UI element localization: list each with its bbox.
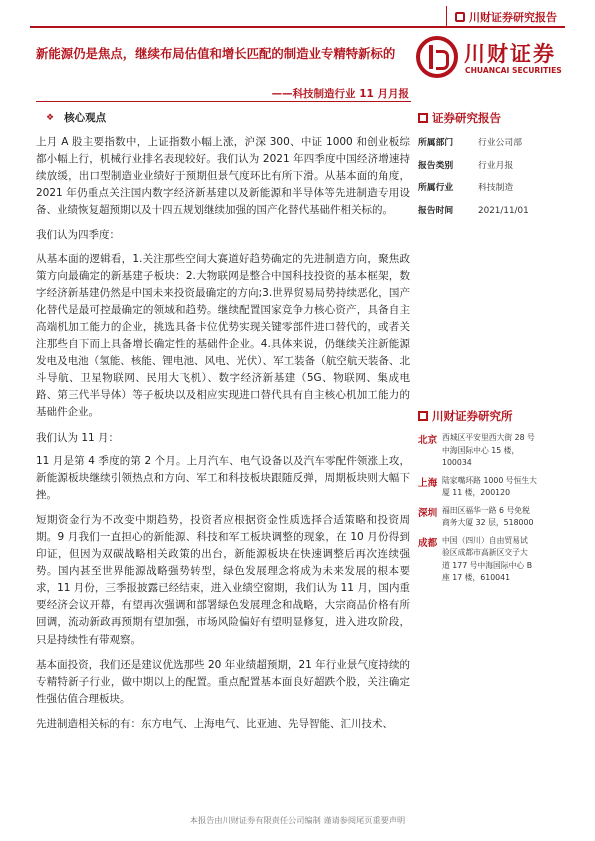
address-line: 验区成都市高新区交子大 xyxy=(442,548,528,557)
address-line: 道 177 号中海国际中心 B xyxy=(442,560,533,570)
info-key: 报告类别 xyxy=(418,160,454,171)
core-view-title: 核心观点 xyxy=(64,112,107,124)
logo-text-en: CHUANCAI SECURITIES xyxy=(465,66,562,75)
square-bullet-icon xyxy=(418,113,428,123)
report-info-title: 证券研究报告 xyxy=(432,111,501,125)
info-row xyxy=(418,200,565,223)
address-line: 座 17 楼，610041 xyxy=(442,573,511,582)
info-key: 所属行业 xyxy=(418,183,454,193)
company-logo xyxy=(416,36,566,84)
report-info-panel xyxy=(418,110,565,222)
institute-panel xyxy=(418,408,565,590)
address-lines xyxy=(442,432,535,470)
info-key: 所属部门 xyxy=(418,138,454,148)
title-divider xyxy=(36,101,411,102)
address-lines xyxy=(442,535,532,585)
address-block xyxy=(418,432,565,470)
report-subtitle: ——科技制造行业 11 月月报 xyxy=(271,88,409,100)
address-lines xyxy=(442,505,533,530)
address-city: 成都 xyxy=(418,537,438,549)
main-content xyxy=(36,110,410,741)
address-city: 北京 xyxy=(418,435,438,446)
report-title: 新能源仍是焦点，继续布局估值和增长匹配的制造业专精特新标的 xyxy=(36,46,396,61)
address-line: 福田区福华一路 6 号免税 xyxy=(442,505,530,515)
address-city: 深圳 xyxy=(418,507,438,519)
info-row xyxy=(418,155,565,178)
address-line: 厦 11 楼，200120 xyxy=(442,488,511,497)
info-value: 行业公司部 xyxy=(478,138,522,148)
square-bullet-icon xyxy=(418,411,428,421)
paragraph: 短期资金行为不改变中期趋势，投资者应根据资金性质选择合适策略和投资周期。9 月我们一直担心的新能源、科技和军工板块调整的现象，在 10 月份得到印证，但因为双碳战略相关政策的出台，新能源板块在快速调整后再次连续强势。国内甚至世界能源战略强势转型，绿色发展理念将成为未来发展的根本要求，11 月份，三季报披露已经结束，进入业绩空窗期，我们认为 11 月，国内重要经济会议开幕，有望再次强调和部署绿色发展理念和战略，大宗商品价格有所回调，流动新政再预期有望加强，市场风险偏好有望明显修复，进入进攻阶段，只是持续性有带观察。 xyxy=(36,513,410,646)
logo-text-cn: 川财证券 xyxy=(464,42,556,66)
report-tag xyxy=(446,6,565,28)
address-city: 上海 xyxy=(418,477,438,489)
info-value: 行业月报 xyxy=(478,160,514,171)
info-row xyxy=(418,177,565,200)
report-tag-label: 川财证券研究报告 xyxy=(469,11,557,24)
info-value: 2021/11/01 xyxy=(478,205,529,216)
address-block xyxy=(418,535,565,585)
institute-title: 川财证券研究所 xyxy=(432,409,513,423)
address-line: 商务大厦 32 层，518000 xyxy=(442,518,534,527)
info-value: 科技制造 xyxy=(478,183,514,193)
address-line: 中国（四川）自由贸易试 xyxy=(442,535,528,545)
address-line: 陆家嘴环路 1000 号恒生大 xyxy=(442,475,537,485)
report-info-heading xyxy=(418,110,565,126)
paragraph: 我们认为 11 月： xyxy=(36,431,120,444)
document-icon xyxy=(455,12,465,22)
paragraph: 11 月是第 4 季度的第 2 个月。上月汽车、电气设备以及汽车零配件领涨上攻，新能源板块继续引领热点和方向、军工和科技板块跟随反弹，周期板块则大幅下挫。 xyxy=(36,454,410,501)
paragraph: 我们认为四季度： xyxy=(36,229,120,242)
paragraph: 先进制造相关标的有：东方电气、上海电气、比亚迪、先导智能、汇川技术、 xyxy=(36,717,393,730)
paragraph: 基本面投资，我们还是建议优选那些 20 年业绩超预期，21 年行业景气度持续的专精特新子行业，做中期以上的配置。重点配置基本面良好超跌个股，关注确定性强估值合理板块。 xyxy=(36,658,410,705)
institute-heading xyxy=(418,408,565,424)
info-row xyxy=(418,132,565,155)
address-block xyxy=(418,475,565,500)
info-key: 报告时间 xyxy=(418,205,454,216)
paragraph: 上月 A 股主要指数中，上证指数小幅上涨，沪深 300、中证 1000 和创业板综都小幅上行，机械行业排名表现较好。我们认为 2021 年四季度中国经济增速持续放缓，出口型制造业业绩好于预期但景气度环比有所下滑。从基本面的角度，2021 年仍重点关注国内数字经济新基建以及新能源和半导体等先进制造专用设备、业绩恢复超预期以及十四五规划继续加强的国产化替代基础件相关标的。 xyxy=(36,136,410,217)
address-block xyxy=(418,505,565,530)
paragraph: 从基本面的逻辑看，1.关注那些空间大赛道好趋势确定的先进制造方向，聚焦政策方向最确定的新基建子板块：2.大物联网是整合中国科技投资的基本框架，数字经济新基建仍然是中国未来投资最确定的方向;3.世界贸易局势持续恶化，国产化替代是最可控最确定的领域和趋势。继续配置国家竞争力核心资产，具备自主高端机加工能力的企业，挑选具备卡位优势实现关键零部件进口替代的，或者关注那些自下而上具备增长确定性的基础件企业。4.具体来说，仍继续关注新能源发电及电池（氢能、核能、锂电池、风电、光伏）、军工装备（航空航天装备、北斗导航、卫星物联网、民用大飞机）、数字经济新基建（5G、物联网、集成电路、第三代半导体）等子板块以及相应实现进口替代具有自主核心机加工能力的基础件企业。 xyxy=(36,252,410,419)
logo-mark-icon xyxy=(416,36,458,78)
address-line: 100034 xyxy=(442,458,472,467)
address-line: 西城区平安里西大街 28 号 xyxy=(442,433,535,442)
address-lines xyxy=(442,475,537,500)
core-view-heading xyxy=(46,110,410,125)
page-footer: 本报告由川财证券有限责任公司编制 谨请参阅尾页重要声明 xyxy=(189,815,406,825)
diamond-bullet-icon: ❖ xyxy=(46,112,55,123)
address-line: 中海国际中心 15 楼， xyxy=(442,445,520,455)
